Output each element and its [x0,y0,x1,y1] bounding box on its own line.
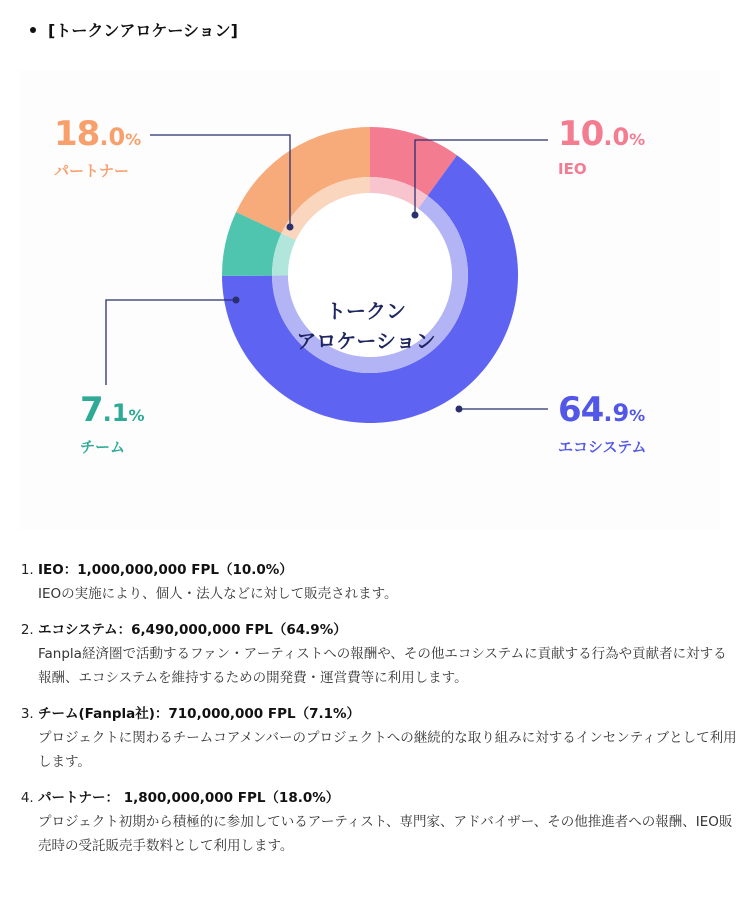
center-label-line1: トークン [326,299,406,323]
bullet-dot-icon [30,27,36,33]
list-item-title: 1. IEO：1,000,000,000 FPL（10.0%） [38,562,293,578]
ecosystem-percent-label [558,390,645,430]
team-name-label: チーム [80,438,126,456]
team-percent-label [80,390,145,430]
list-item-desc: IEOの実施により、個人・法人などに対して販売されます。 [38,586,398,602]
ieo-percent-symbol: % [629,130,646,149]
ieo-name-label: IEO [558,160,587,178]
list-item [38,786,738,858]
ecosystem-percent-symbol: % [629,406,646,425]
ecosystem-percent-dec: .9 [603,399,630,427]
ecosystem-leader-dot [456,406,463,413]
allocation-list [18,558,738,870]
partner-percent-int: 18 [54,114,100,154]
ieo-leader-dot [412,212,419,219]
team-percent-symbol: % [128,406,145,425]
team-leader-dot [233,297,240,304]
list-item [38,618,738,690]
list-item-title: 3. チーム(Fanpla社)：710,000,000 FPL（7.1%） [38,706,361,722]
ecosystem-percent-int: 64 [558,390,604,430]
section-heading [30,18,238,41]
ieo-percent-dec: .0 [603,123,630,151]
team-leader-line [106,300,236,385]
team-percent-dec: .1 [102,399,129,427]
allocation-chart [20,70,720,530]
ieo-percent-int: 10 [558,114,604,154]
ieo-percent-label [558,114,645,154]
list-item-title: 2. エコシステム：6,490,000,000 FPL（64.9%） [38,622,347,638]
partner-leader-dot [287,224,294,231]
list-item [38,558,738,606]
list-item-desc: プロジェクトに関わるチームコアメンバーのプロジェクトへの継続的な取り組みに対するインセンティブとして利用します。 [38,730,737,770]
list-item-title: 4. パートナー： 1,800,000,000 FPL（18.0%） [38,790,340,806]
donut-center-label [266,296,466,356]
team-percent-int: 7 [80,390,103,430]
list-item-desc: Fanpla経済圏で活動するファン・アーティストへの報酬や、その他エコシステムに貢献する行為や貢献者に対する報酬、エコシステムを維持するための開発費・運営費等に利用します。 [38,646,727,686]
partner-percent-dec: .0 [99,123,126,151]
partner-percent-symbol: % [125,130,142,149]
list-item-desc: プロジェクト初期から積極的に参加しているアーティスト、専門家、アドバイザー、その他推進者への報酬、IEO販売時の受託販売手数料として利用します。 [38,814,733,854]
center-label-line2: アロケーション [296,329,436,353]
partner-name-label: パートナー [54,162,130,180]
ecosystem-name-label: エコシステム [558,438,647,456]
partner-percent-label [54,114,141,154]
list-item [38,702,738,774]
section-heading-text: [トークンアロケーション] [48,21,238,40]
